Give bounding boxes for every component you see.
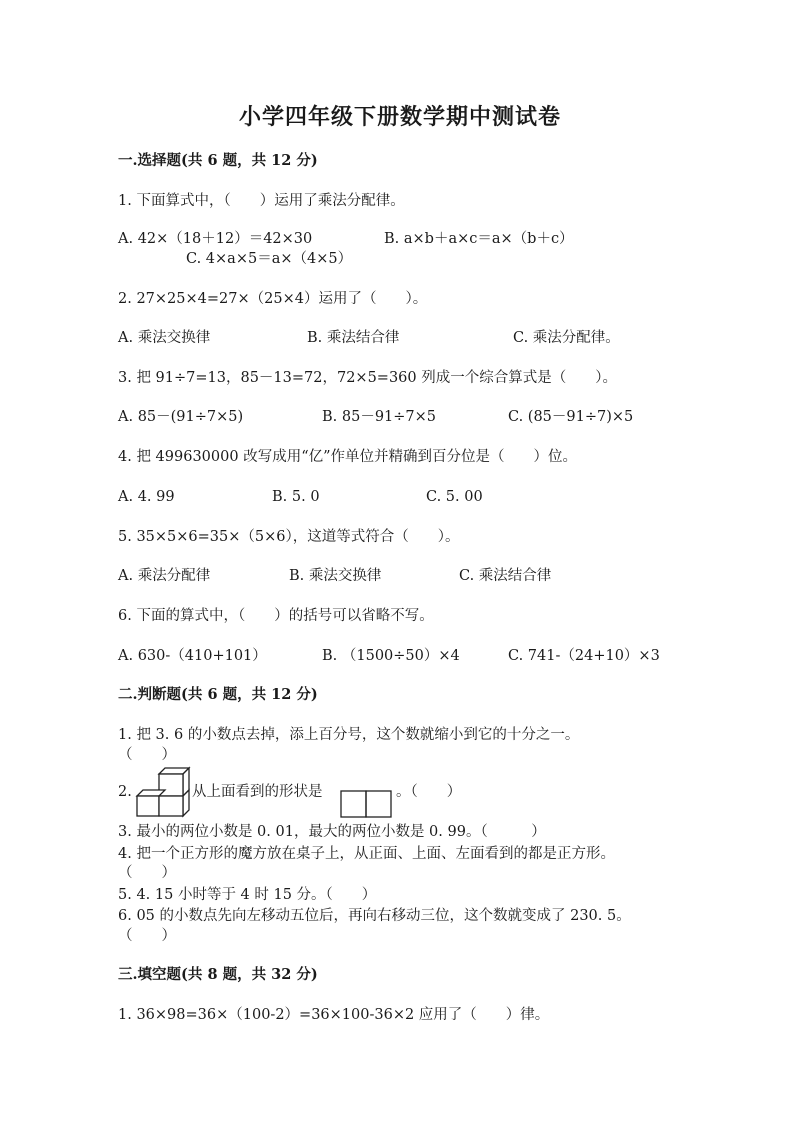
option-c: C. 乘法结合律 xyxy=(459,568,552,584)
answer-bracket: （ ） xyxy=(118,747,176,763)
section-heading: 二.判断题(共 6 题，共 12 分) xyxy=(118,686,318,703)
judgement-statement: 5. 4. 15 小时等于 4 时 15 分。（ ） xyxy=(118,887,377,903)
page-title: 小学四年级下册数学期中测试卷 xyxy=(238,104,561,130)
option-b: B. （1500÷50）×4 xyxy=(322,648,460,664)
question-stem: 4. 把 499630000 改写成用“亿”作单位并精确到百分位是（ ）位。 xyxy=(118,449,578,465)
option-b: B. 乘法结合律 xyxy=(307,330,400,346)
cube-front-face xyxy=(137,796,159,816)
option-b: B. 乘法交换律 xyxy=(289,568,382,584)
option-c: C. 4×a×5＝a×（4×5） xyxy=(186,251,353,267)
section-heading: 三.填空题(共 8 题，共 32 分) xyxy=(118,966,318,983)
question-stem: 2. 27×25×4=27×（25×4）运用了（ ）。 xyxy=(118,291,428,307)
option-c: C. 5. 00 xyxy=(426,489,483,505)
option-a: A. 4. 99 xyxy=(118,489,175,505)
question-stem: 1. 36×98=36×（100-2）=36×100-36×2 应用了（ ）律。 xyxy=(118,1007,550,1023)
top-view-two-squares xyxy=(340,790,392,818)
question-stem: 6. 下面的算式中，（ ）的括号可以省略不写。 xyxy=(118,608,434,624)
judgement-statement: 4. 把一个正方形的魔方放在桌子上，从正面、上面、左面看到的都是正方形。 xyxy=(118,846,615,862)
judgement-statement: 6. 05 的小数点先向左移动五位后，再向右移动三位，这个数就变成了 230. 5。 xyxy=(118,908,631,924)
question-stem: 3. 把 91÷7=13，85－13=72，72×5=360 列成一个综合算式是（ ）。 xyxy=(118,370,617,386)
option-a: A. 42×（18＋12）＝42×30 xyxy=(118,231,313,247)
question-number: 2. xyxy=(118,784,132,800)
option-c: C. 乘法分配律。 xyxy=(513,330,620,346)
answer-bracket: （ ） xyxy=(118,865,176,881)
option-a: A. 乘法分配律 xyxy=(118,568,211,584)
option-a: A. 630-（410+101） xyxy=(118,648,267,664)
section-heading: 一.选择题(共 6 题，共 12 分) xyxy=(118,152,318,169)
option-b: B. a×b＋a×c＝a×（b＋c） xyxy=(384,231,574,247)
option-a: A. 乘法交换律 xyxy=(118,330,211,346)
cube-top-face xyxy=(137,790,165,796)
answer-bracket: （ ） xyxy=(118,928,176,944)
option-b: B. 85－91÷7×5 xyxy=(322,409,437,425)
judgement-statement: 1. 把 3. 6 的小数点去掉，添上百分号，这个数就缩小到它的十分之一。 xyxy=(118,727,580,743)
judgement-statement: 3. 最小的两位小数是 0. 01，最大的两位小数是 0. 99。（ ） xyxy=(118,824,546,840)
option-a: A. 85－(91÷7×5) xyxy=(118,409,244,425)
option-c: C. 741-（24+10）×3 xyxy=(508,648,660,664)
option-c: C. (85－91÷7)×5 xyxy=(508,409,634,425)
cube-front-face xyxy=(159,796,183,816)
judgement-statement: 从上面看到的形状是 xyxy=(192,784,323,800)
stacked-cubes-figure xyxy=(135,764,193,818)
option-b: B. 5. 0 xyxy=(272,489,320,505)
question-stem: 5. 35×5×6=35×（5×6），这道等式符合（ ）。 xyxy=(118,529,460,545)
answer-bracket: 。（ ） xyxy=(396,784,462,800)
question-stem: 1. 下面算式中，（ ）运用了乘法分配律。 xyxy=(118,193,405,209)
